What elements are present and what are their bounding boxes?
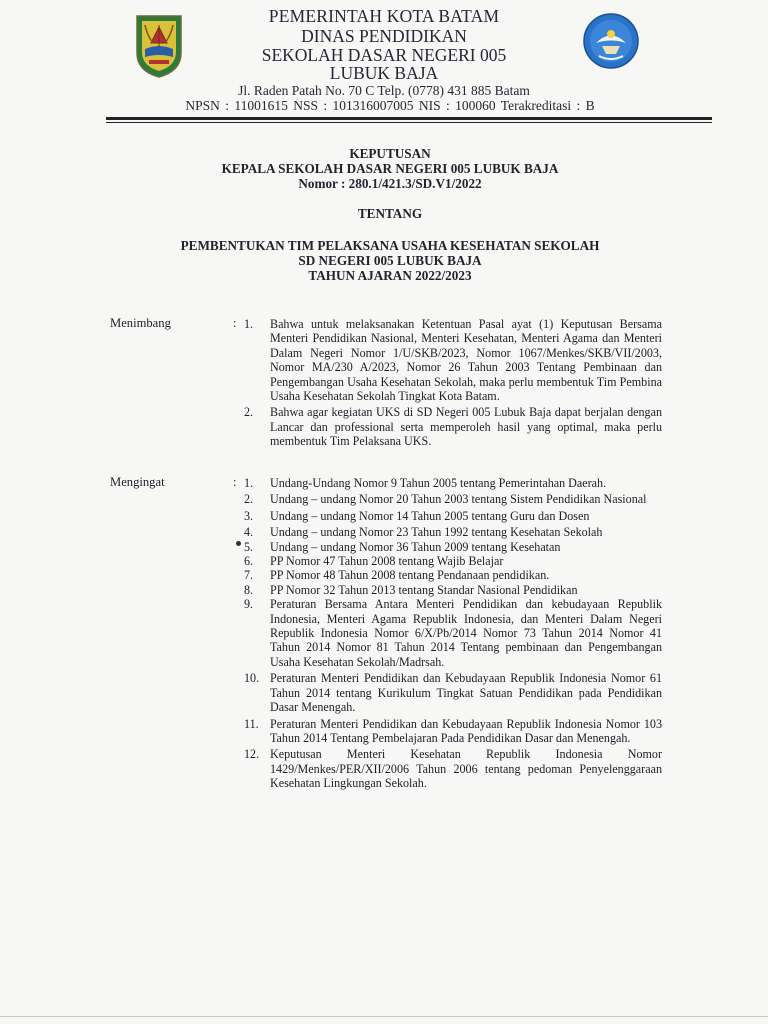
item-text: Undang – undang Nomor 36 Tahun 2009 tentang Kesehatan [270, 539, 561, 554]
list-item [244, 476, 662, 490]
letterhead-line-1: PEMERINTAH KOTA BATAM [268, 6, 500, 26]
letterhead-line-3: SEKOLAH DASAR NEGERI 005 [261, 45, 507, 65]
decree-subject-line-2: SD NEGERI 005 LUBUK BAJA [298, 253, 482, 268]
item-text: PP Nomor 48 Tahun 2008 tentang Pendanaan pendidikan. [270, 568, 550, 583]
item-number: 8. [244, 582, 254, 597]
page-bottom-edge [0, 1016, 768, 1017]
mengingat-list [244, 476, 662, 791]
mengingat-label: Mengingat [110, 475, 165, 489]
item-number: 6. [244, 554, 254, 569]
list-item [244, 317, 662, 403]
item-number: 11. [244, 716, 259, 731]
letterhead-divider-thin [106, 122, 712, 123]
ink-dot-mark [236, 541, 241, 546]
item-text: Bahwa untuk melaksanakan Ketentuan Pasal ayat (1) Keputusan Bersama Menteri Pendidikan Nasional, Menteri Kesehatan, Menteri Agama dan Menteri Dalam Negeri Nomor 1/U/SKB/2023, Nomor 1067/Menkes/SKB/VII/2003, Nomor MA/230 A/2023, Nomor 26 Tahun 2003 Tentang Pembinaan dan Pengembangan Usaha Kesehatan Sekolah, maka perlu membentuk Tim Pembina Usaha Kesehatan Sekolah Tingkat Kota Batam. [270, 317, 662, 404]
decree-subject-line-3: TAHUN AJARAN 2022/2023 [308, 268, 472, 283]
item-number: 2. [244, 405, 254, 420]
decree-number: Nomor : 280.1/421.3/SD.V1/2022 [298, 176, 482, 191]
list-item [244, 540, 662, 554]
item-text: Undang – undang Nomor 20 Tahun 2003 tentang Sistem Pendidikan Nasional [270, 492, 647, 507]
item-text: Undang-Undang Nomor 9 Tahun 2005 tentang Pemerintahan Daerah. [270, 476, 607, 490]
item-number: 7. [244, 568, 254, 583]
item-number: 5. [244, 539, 254, 554]
list-item [244, 583, 662, 597]
item-number: 1. [244, 317, 254, 331]
list-item [244, 525, 662, 539]
list-item [244, 717, 662, 746]
item-number: 4. [244, 525, 254, 540]
list-item [244, 509, 662, 523]
item-text: Undang – undang Nomor 23 Tahun 1992 tentang Kesehatan Sekolah [270, 525, 603, 540]
item-number: 10. [244, 671, 260, 686]
letterhead-line-2: DINAS PENDIDIKAN [301, 26, 467, 46]
item-text: Keputusan Menteri Kesehatan Republik Indonesia Nomor 1429/Menkes/PER/XII/2006 Tahun 2006 tentang pedoman Penyelenggaraan Kesehatan Lingkungan Sekolah. [270, 747, 662, 791]
letterhead-address: Jl. Raden Patah No. 70 C Telp. (0778) 431 885 Batam [238, 83, 530, 98]
menimbang-list [244, 317, 662, 449]
item-text: PP Nomor 47 Tahun 2008 tentang Wajib Belajar [270, 554, 504, 569]
list-item [244, 747, 662, 790]
letterhead-identifiers: NPSN : 11001615 NSS : 101316007005 NIS : 100060 Terakreditasi : B [185, 98, 595, 113]
letterhead-divider-thick [106, 117, 712, 120]
list-item [244, 492, 662, 506]
list-item [244, 597, 662, 669]
item-number: 3. [244, 508, 254, 523]
item-number: 2. [244, 492, 254, 507]
item-number: 12. [244, 747, 260, 762]
item-number: 1. [244, 476, 254, 490]
item-text: Undang – undang Nomor 14 Tahun 2005 tentang Guru dan Dosen [270, 508, 590, 523]
decree-subheading: KEPALA SEKOLAH DASAR NEGERI 005 LUBUK BAJA [221, 161, 559, 176]
item-text: PP Nomor 32 Tahun 2013 tentang Standar Nasional Pendidikan [270, 582, 578, 597]
list-item [244, 568, 662, 582]
menimbang-colon: : [233, 316, 237, 330]
letterhead-line-4: LUBUK BAJA [329, 63, 439, 83]
item-number: 9. [244, 597, 254, 612]
list-item [244, 405, 662, 448]
item-text: Bahwa agar kegiatan UKS di SD Negeri 005 Lubuk Baja dapat berjalan dengan Lancar dan professional serta memperoleh hasil yang optimal, maka perlu membentuk Tim Pelaksana UKS. [270, 405, 662, 449]
mengingat-colon: : [233, 475, 237, 489]
decree-heading: KEPUTUSAN [349, 146, 431, 161]
item-text: Peraturan Menteri Pendidikan dan Kebudayaan Republik Indonesia Nomor 103 Tahun 2014 Tentang Pembelajaran Pada Pendidikan Dasar dan Menengah. [270, 716, 662, 745]
menimbang-label: Menimbang [110, 316, 171, 330]
item-text: Peraturan Menteri Pendidikan dan Kebudayaan Republik Indonesia Nomor 61 Tahun 2014 tentang Kurikulum Tingkat Satuan Pendidikan pada Pendidikan Dasar Menengah. [270, 671, 662, 715]
list-item [244, 554, 662, 568]
decree-subject-line-1: PEMBENTUKAN TIM PELAKSANA USAHA KESEHATAN SEKOLAH [180, 238, 600, 253]
list-item [244, 671, 662, 714]
decree-about: TENTANG [357, 206, 423, 221]
item-text: Peraturan Bersama Antara Menteri Pendidikan dan kebudayaan Republik Indonesia, Menteri Agama Republik Indonesia, dan Menteri Dalam Negeri Republik Indonesia Nomor 6/X/Pb/2014 Nomor 73 Tahun 2014 Nomor 41 Tahun 2014 Nomor 81 Tahun 2014 Tentang pembinaan dan Pengembangan Usaha Kesehatan Sekolah/Madrsah. [270, 597, 662, 669]
